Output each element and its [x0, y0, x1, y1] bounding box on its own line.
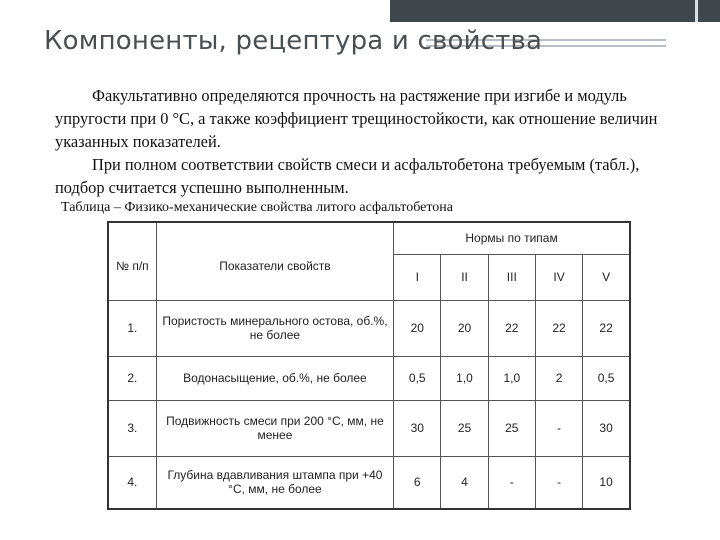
- row-value: 4: [441, 456, 488, 509]
- table-row: [108, 456, 630, 509]
- header-type: V: [583, 254, 630, 300]
- row-num: 4.: [108, 456, 156, 509]
- header-type: I: [394, 254, 441, 300]
- row-value: 25: [488, 400, 535, 456]
- table-header-row: [108, 222, 630, 254]
- row-value: -: [535, 400, 582, 456]
- row-value: 10: [583, 456, 630, 509]
- top-bar-dark-band: [390, 0, 720, 22]
- header-type: II: [441, 254, 488, 300]
- row-property: Пористость минерального остова, об.%, не более: [156, 300, 393, 356]
- row-value: 22: [535, 300, 582, 356]
- row-value: 22: [583, 300, 630, 356]
- header-norms: Нормы по типам: [394, 222, 630, 254]
- row-num: 3.: [108, 400, 156, 456]
- row-num: 2.: [108, 356, 156, 400]
- table-caption: Таблица – Физико-механические свойства литого асфальтобетона: [61, 200, 453, 215]
- row-value: 6: [394, 456, 441, 509]
- paragraph-1: Факультативно определяются прочность на растяжение при изгибе и модуль упругости при 0 °С, а также коэффициент трещиностойкости, как отношение величин указанных показателей.: [55, 86, 658, 151]
- slide-title: Компоненты, рецептура и свойства: [44, 26, 543, 56]
- body-text: [55, 84, 685, 199]
- top-bar-accent: [695, 0, 698, 22]
- top-bar: [0, 0, 720, 12]
- header-num: № п/п: [108, 222, 156, 300]
- header-type: III: [488, 254, 535, 300]
- row-value: 1,0: [488, 356, 535, 400]
- table-row: [108, 300, 630, 356]
- paragraph-2: При полном соответствии свойств смеси и асфальтобетона требуемым (табл.), подбор считается успешно выполненным.: [55, 155, 640, 197]
- row-value: 0,5: [394, 356, 441, 400]
- properties-table: [107, 221, 631, 510]
- row-value: 25: [441, 400, 488, 456]
- row-num: 1.: [108, 300, 156, 356]
- row-value: 22: [488, 300, 535, 356]
- row-property: Глубина вдавливания штампа при +40 °С, мм, не более: [156, 456, 393, 509]
- row-property: Подвижность смеси при 200 °С, мм, не менее: [156, 400, 393, 456]
- row-value: 30: [583, 400, 630, 456]
- row-value: 30: [394, 400, 441, 456]
- row-value: 2: [535, 356, 582, 400]
- header-type: IV: [535, 254, 582, 300]
- row-property: Водонасыщение, об.%, не более: [156, 356, 393, 400]
- row-value: 0,5: [583, 356, 630, 400]
- table-row: [108, 400, 630, 456]
- row-value: 20: [441, 300, 488, 356]
- row-value: -: [488, 456, 535, 509]
- row-value: 1,0: [441, 356, 488, 400]
- header-property: Показатели свойств: [156, 222, 393, 300]
- table-row: [108, 356, 630, 400]
- row-value: 20: [394, 300, 441, 356]
- row-value: -: [535, 456, 582, 509]
